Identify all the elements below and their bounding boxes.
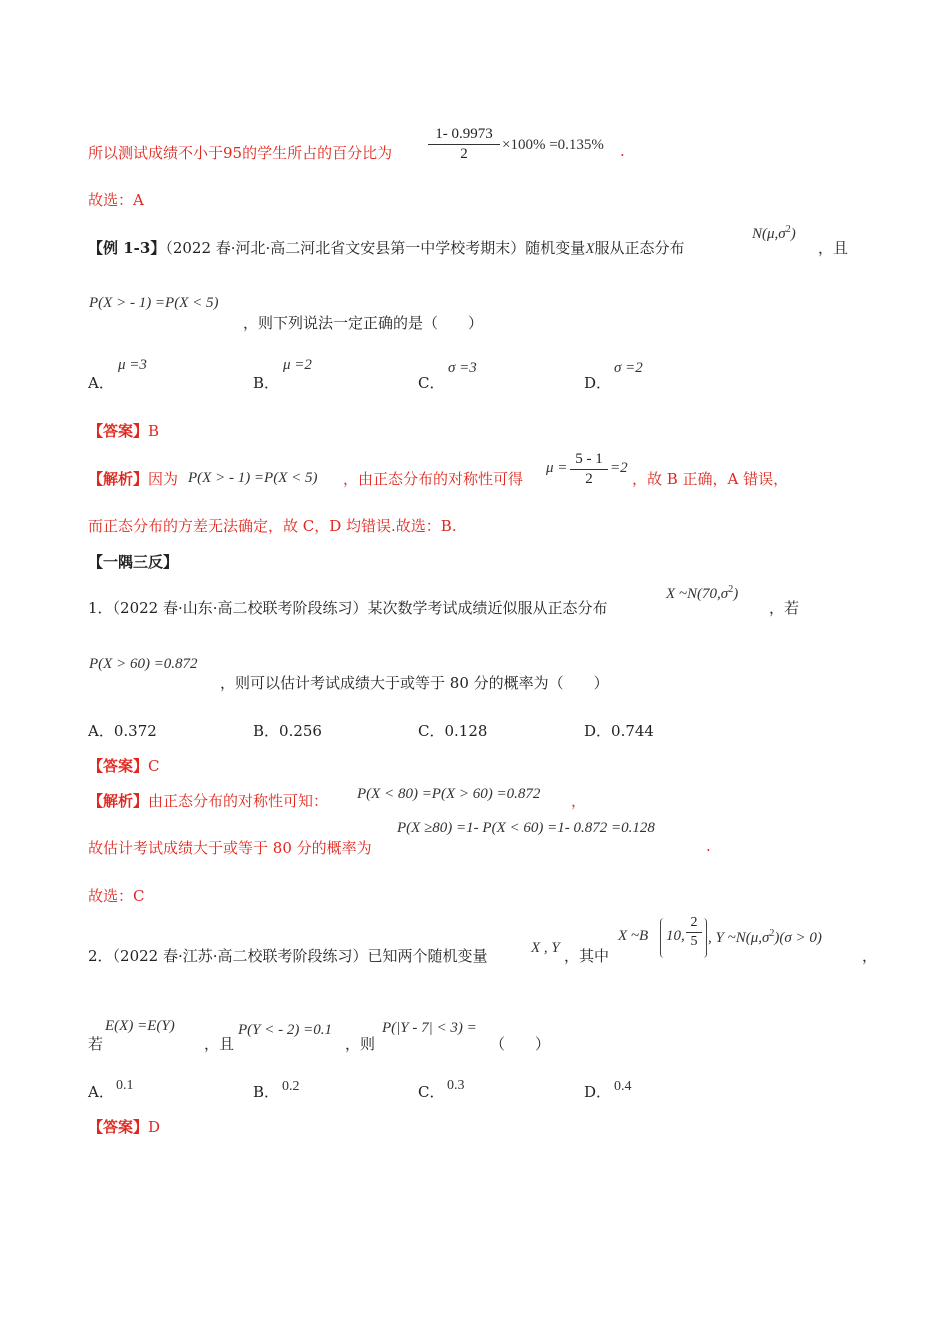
q1-analysis-line1 <box>88 790 328 811</box>
q2-condition-probability: P(Y < - 2) =0.1 <box>238 1022 332 1038</box>
fraction-numerator: 1- 0.9973 <box>435 126 493 142</box>
q2-target-probability: P(|Y - 7| < 3) = <box>382 1020 477 1036</box>
option-value: 0.372 <box>113 722 157 740</box>
binomial-n: 10, <box>666 928 685 944</box>
fraction-numerator: 5 - 1 <box>575 451 603 467</box>
left-paren <box>660 918 664 958</box>
q1-option-b <box>253 720 322 741</box>
answer-tag: 【答案】 <box>88 1118 149 1136</box>
comma: ， <box>571 792 587 810</box>
example-tag: 【例 1-3】 <box>88 239 166 257</box>
q2-option-b-label: B． <box>253 1083 280 1101</box>
q1-option-d <box>584 720 654 741</box>
stem-text: ，其中 <box>564 947 610 965</box>
example-analysis-line2: 而正态分布的方差无法确定，故 C，D 均错误.故选：B. <box>88 517 457 535</box>
option-b-value: μ =2 <box>283 357 312 373</box>
fraction-denominator: 2 <box>570 469 608 488</box>
normal-distribution-notation <box>752 224 796 243</box>
q1-answer <box>88 755 160 776</box>
q1-final: 故选：C <box>88 887 145 905</box>
fraction-numerator: 2 <box>690 915 698 930</box>
example-analysis-line1 <box>88 468 178 489</box>
answer-value: C <box>148 757 160 775</box>
answer-value: B <box>148 422 160 440</box>
question-source: （2022 春·江苏·高二校联考阶段练习）已知两个随机变量 <box>112 947 488 965</box>
option-value: 0.256 <box>279 722 322 740</box>
analysis-tag: 【解析】 <box>88 792 149 810</box>
option-d-label: D． <box>584 374 612 392</box>
q2-option-c-label: C． <box>418 1083 445 1101</box>
option-c-label: C． <box>418 374 445 392</box>
option-label: B． <box>253 722 280 740</box>
option-label: C． <box>418 722 445 740</box>
q1-option-a <box>88 720 157 741</box>
question-text: ，则下列说法一定正确的是（ ） <box>243 314 484 332</box>
option-label: D． <box>584 722 612 740</box>
q2-option-a-value: 0.1 <box>116 1078 134 1093</box>
q1-option-c <box>418 720 487 741</box>
analysis-math: P(X < 80) =P(X > 60) =0.872 <box>357 786 541 802</box>
condition-math: P(X > - 1) =P(X < 5) <box>89 295 219 311</box>
option-a-label: A． <box>88 374 114 392</box>
analysis-text: ，故 B 正确，A 错误， <box>632 470 789 488</box>
analysis-tag: 【解析】 <box>88 470 149 488</box>
option-label: A． <box>88 722 114 740</box>
example-answer <box>88 420 159 441</box>
math-text: , Y ~N(μ,σ <box>708 930 770 946</box>
analysis-text: ，由正态分布的对称性可得 <box>343 470 524 488</box>
fraction-percentage <box>428 126 500 163</box>
math-text: ) <box>790 226 796 242</box>
q2-question: （ ） <box>490 1035 551 1053</box>
superscript: 2 <box>728 584 734 595</box>
option-value: 0.128 <box>444 722 488 740</box>
fraction-denominator: 2 <box>428 144 500 163</box>
conjunction: ，且 <box>204 1035 235 1053</box>
q1-condition: P(X > 60) =0.872 <box>89 656 198 672</box>
option-a-value: μ =3 <box>118 357 147 373</box>
question-number: 2． <box>88 947 113 965</box>
fraction-denominator: 5 <box>686 932 702 950</box>
analysis-math: P(X > - 1) =P(X < 5) <box>188 470 318 486</box>
stem-tail: ，且 <box>818 239 849 257</box>
conjunction: ，则 <box>345 1035 376 1053</box>
q2-variables: X , Y <box>531 940 560 956</box>
section-title: 【一隅三反】 <box>88 553 179 571</box>
stem-tail: ， <box>862 947 878 965</box>
period: . <box>706 837 711 855</box>
q2-option-d-label: D． <box>584 1083 612 1101</box>
math-text: X ~N(70,σ <box>666 586 729 602</box>
q2-option-c-value: 0.3 <box>447 1078 465 1093</box>
percentage-result <box>502 137 604 154</box>
question-source: （2022 春·山东·高二校联考阶段练习）某次数学考试成绩近似服从正态分布 <box>112 599 608 617</box>
fraction-mu <box>570 451 608 488</box>
q1-analysis-line2: 故估计考试成绩大于或等于 80 分的概率为 <box>88 839 372 857</box>
analysis-math: P(X ≥80) =1- P(X < 60) =1- 0.872 =0.128 <box>397 820 655 836</box>
q1-question: ，则可以估计考试成绩大于或等于 80 分的概率为（ ） <box>220 674 609 692</box>
math-text: ) <box>733 586 739 602</box>
variable-x: X <box>585 241 595 257</box>
q2-condition-expectation: E(X) =E(Y) <box>105 1018 175 1034</box>
answer-choice-a: 故选：A <box>88 191 144 209</box>
stem-tail: ，若 <box>769 599 800 617</box>
solution-text: 所以测试成绩不小于95的学生所占的百分比为 <box>88 144 393 162</box>
q2-option-a-label: A． <box>88 1083 114 1101</box>
right-paren <box>703 918 707 958</box>
stem-text: 服从正态分布 <box>594 239 685 257</box>
math-text: )(σ > 0) <box>774 930 822 946</box>
answer-tag: 【答案】 <box>88 422 149 440</box>
answer-tag: 【答案】 <box>88 757 149 775</box>
q2-if: 若 <box>88 1035 104 1053</box>
superscript: 2 <box>785 224 791 235</box>
q2-option-d-value: 0.4 <box>614 1079 632 1094</box>
solution-line-percentage <box>88 142 392 163</box>
binomial-p-fraction <box>686 915 702 950</box>
option-c-value: σ =3 <box>448 360 477 376</box>
answer-value: D <box>148 1118 161 1136</box>
normal-notation <box>708 928 822 947</box>
q2-answer <box>88 1116 160 1137</box>
analysis-text: 因为 <box>148 470 179 488</box>
math-text: ×100% =0.135% <box>502 137 604 153</box>
q1-distribution <box>666 584 738 603</box>
math-text: N(μ,σ <box>752 226 786 242</box>
mu-equals: μ = <box>546 460 568 476</box>
option-value: 0.744 <box>611 722 654 740</box>
q1-stem <box>88 597 608 618</box>
period: . <box>620 142 625 160</box>
example-1-3-stem <box>88 237 685 258</box>
question-number: 1． <box>88 599 113 617</box>
option-b-label: B． <box>253 374 280 392</box>
binomial-notation: X ~B <box>618 928 649 944</box>
q2-option-b-value: 0.2 <box>282 1079 300 1094</box>
analysis-text: 由正态分布的对称性可知： <box>148 792 329 810</box>
superscript: 2 <box>769 928 775 939</box>
option-d-value: σ =2 <box>614 360 643 376</box>
q2-stem <box>88 945 488 966</box>
example-source: （2022 春·河北·高二河北省文安县第一中学校考期末）随机变量 <box>165 239 586 257</box>
mu-result: =2 <box>610 460 628 476</box>
